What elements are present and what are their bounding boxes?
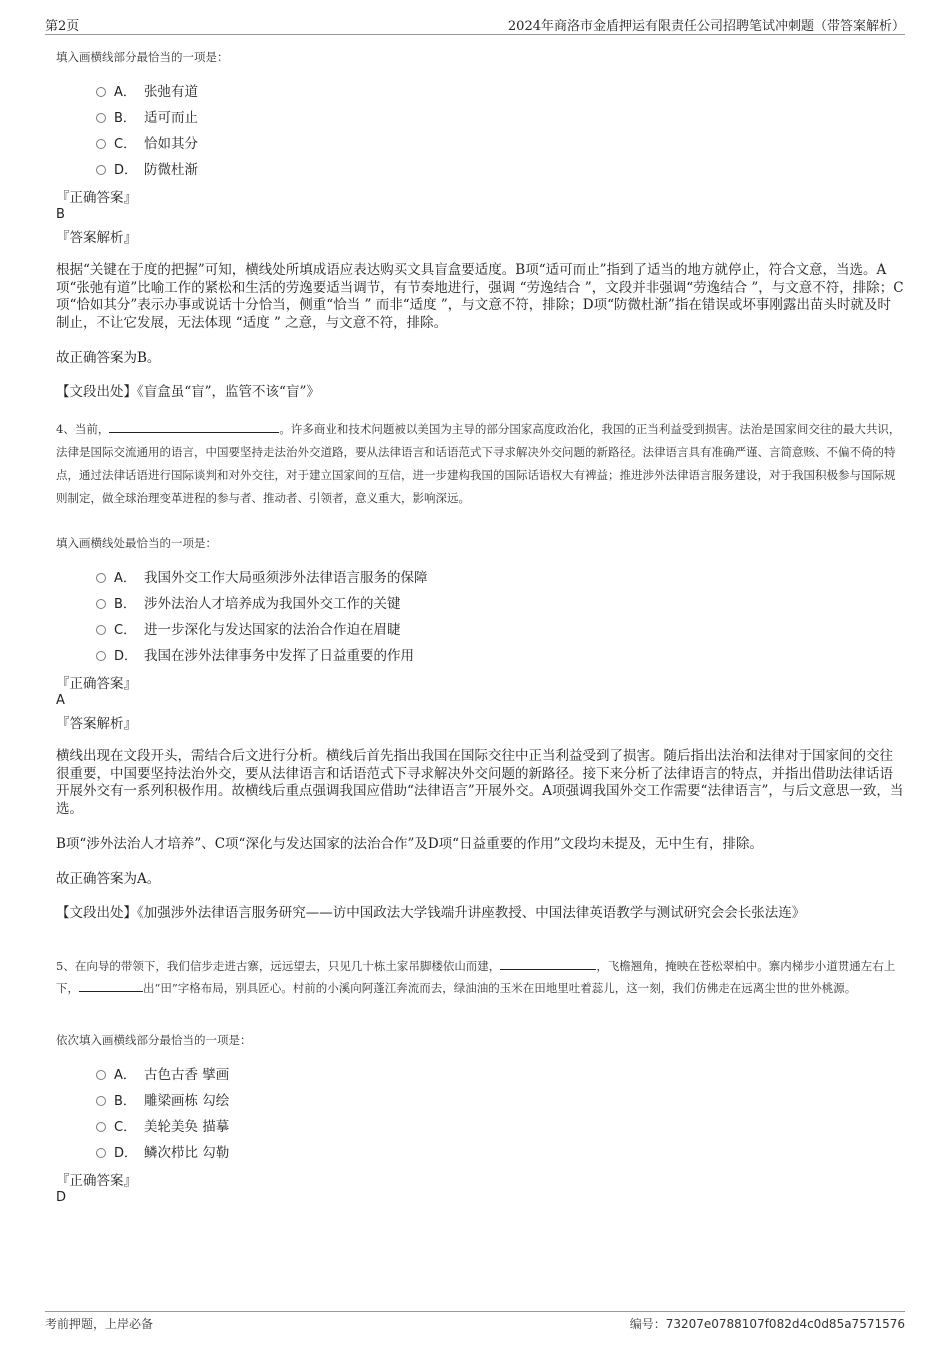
radio-icon[interactable] xyxy=(96,625,106,635)
q4-source: 【文段出处】《加强涉外法律语言服务研究——访中国政法大学钱端升讲座教授、中国法律英语教学与测试研究会会长张法连》 xyxy=(56,905,806,921)
radio-icon[interactable] xyxy=(96,139,106,149)
q3-option-a[interactable]: A． 张弛有道 xyxy=(96,82,198,102)
q3-option-b[interactable]: B． 适可而止 xyxy=(96,108,198,128)
radio-icon[interactable] xyxy=(96,599,106,609)
q3-option-c[interactable]: C． 恰如其分 xyxy=(96,134,198,154)
q4-prompt: 填入画横线处最恰当的一项是： xyxy=(56,536,217,550)
q5-answer-label: 『正确答案』 xyxy=(56,1173,137,1189)
document-code: 编号：73207e0788107f082d4c0d85a7571576 xyxy=(629,1317,905,1331)
radio-icon[interactable] xyxy=(96,113,106,123)
radio-icon[interactable] xyxy=(96,1148,106,1158)
radio-icon[interactable] xyxy=(96,165,106,175)
q4-option-a[interactable]: A． 我国外交工作大局亟须涉外法律语言服务的保障 xyxy=(96,568,428,588)
q5-answer: D xyxy=(56,1190,67,1205)
q5-blank-1 xyxy=(500,957,596,970)
q4-answer: A xyxy=(56,693,65,708)
document-title: 2024年商洛市金盾押运有限责任公司招聘笔试冲刺题（带答案解析） xyxy=(507,19,905,34)
q3-analysis-label: 『答案解析』 xyxy=(56,230,137,246)
footer-slogan: 考前押题，上岸必备 xyxy=(45,1317,154,1331)
q5-option-a[interactable]: A． 古色古香 擘画 xyxy=(96,1065,229,1085)
q4-text: 。许多商业和技术问题被以美国为主导的部分国家高度政治化，我国的正当利益受到损害。法治是国家间交往的最大共识，法律是国际交流通用的语言，中国要坚持走法治外交道路，要从法律语言和话语范式下寻求解决外交问题的新路径。法律语言具有准确严谨、言简意赅、不偏不倚的特点，通过法律话语进行国际谈判和对外交往，对于建立国家间的互信，进一步建构我国的国际话语权大有裨益；推进涉外法律语言服务建设，对于我国积极参与国际规则制定，做全球治理变革进程的参与者、推动者、引领者，意义重大，影响深远。 xyxy=(56,422,901,505)
page-number: 第2页 xyxy=(45,19,80,34)
radio-icon[interactable] xyxy=(96,1096,106,1106)
q4-analysis-label: 『答案解析』 xyxy=(56,716,137,732)
q4-conclusion: 故正确答案为A。 xyxy=(56,871,161,887)
radio-icon[interactable] xyxy=(96,87,106,97)
radio-icon[interactable] xyxy=(96,1070,106,1080)
q4-number: 4、当前， xyxy=(56,422,110,436)
q4-analysis-2: B项“涉外法治人才培养”、C项“深化与发达国家的法治合作”及D项“日益重要的作用”文段均未提及，无中生有，排除。 xyxy=(56,836,763,852)
q4-option-b[interactable]: B． 涉外法治人才培养成为我国外交工作的关键 xyxy=(96,594,401,614)
q5-blank-2 xyxy=(79,979,143,992)
q4-option-d[interactable]: D． 我国在涉外法律事务中发挥了日益重要的作用 xyxy=(96,646,414,666)
q3-analysis: 根据“关键在于度的把握”可知，横线处所填成语应表达购买文具盲盒要适度。B项“适可而止”指到了适当的地方就停止，符合文意，当选。A项“张弛有道”比喻工作的紧松和生活的劳逸要适当调节，有节奏地进行，强调 “劳逸结合 ”，文段并非强调“劳逸结合 ”，与文意不符，排除；C项“恰如其分”表示办事或说话十分恰当，侧重“恰当 ” 而非“适度 ”，与文意不符，排除；D项“防微杜渐”指在错误或坏事刚露出苗头时就及时制止，不让它发展，无法体现 “适度 ” 之意，与文意不符，排除。 xyxy=(56,262,904,331)
q4-analysis: 横线出现在文段开头，需结合后文进行分析。横线后首先指出我国在国际交往中正当利益受到了损害。随后指出法治和法律对于国家间的交往很重要，中国要坚持法治外交，要从法律语言和话语范式下寻求解决外交问题的新路径。接下来分析了法律语言的特点，并指出借助法律话语开展外交有一系列积极作用。故横线后重点强调我国应借助“法律语言”开展外交。A项强调我国外交工作需要“法律语言”，与后文意思一致，当选。 xyxy=(56,748,904,817)
q4-blank xyxy=(109,420,279,433)
q4-passage xyxy=(56,418,904,510)
q3-prompt: 填入画横线部分最恰当的一项是： xyxy=(56,50,229,64)
page-footer xyxy=(45,1311,905,1334)
page-header xyxy=(45,14,905,35)
q3-answer-label: 『正确答案』 xyxy=(56,190,137,206)
q3-option-d[interactable]: D． 防微杜渐 xyxy=(96,160,198,180)
q3-source: 【文段出处】《盲盒虽“盲”，监管不该“盲”》 xyxy=(56,384,320,400)
q5-option-b[interactable]: B． 雕梁画栋 勾绘 xyxy=(96,1091,229,1111)
q4-option-c[interactable]: C． 进一步深化与发达国家的法治合作迫在眉睫 xyxy=(96,620,401,640)
q3-conclusion: 故正确答案为B。 xyxy=(56,350,161,366)
q4-answer-label: 『正确答案』 xyxy=(56,676,137,692)
q5-passage: 5、在向导的带领下，我们信步走进古寨，远远望去，只见几十栋土家吊脚楼依山而建， ，飞檐翘角，掩映在苍松翠柏中。寨内梯步小道贯通左右上下， 出“田”字格布局，别具匠心。村前的小溪向阿蓬江奔流而去，绿油油的玉米在田地里吐着蕊儿，这一刻，我们仿佛走在远离尘世的世外桃源。 xyxy=(56,959,896,995)
q5-option-c[interactable]: C． 美轮美奂 描摹 xyxy=(96,1117,229,1137)
radio-icon[interactable] xyxy=(96,1122,106,1132)
radio-icon[interactable] xyxy=(96,573,106,583)
q5-prompt: 依次填入画横线部分最恰当的一项是： xyxy=(56,1033,252,1047)
q5-option-d[interactable]: D． 鳞次栉比 勾勒 xyxy=(96,1143,229,1163)
radio-icon[interactable] xyxy=(96,651,106,661)
q5-number: 5、在向导的带领下，我们信步走进古寨，远远望去，只见几十栋土家吊脚楼依山而建， xyxy=(56,959,501,973)
q3-answer: B xyxy=(56,207,65,222)
